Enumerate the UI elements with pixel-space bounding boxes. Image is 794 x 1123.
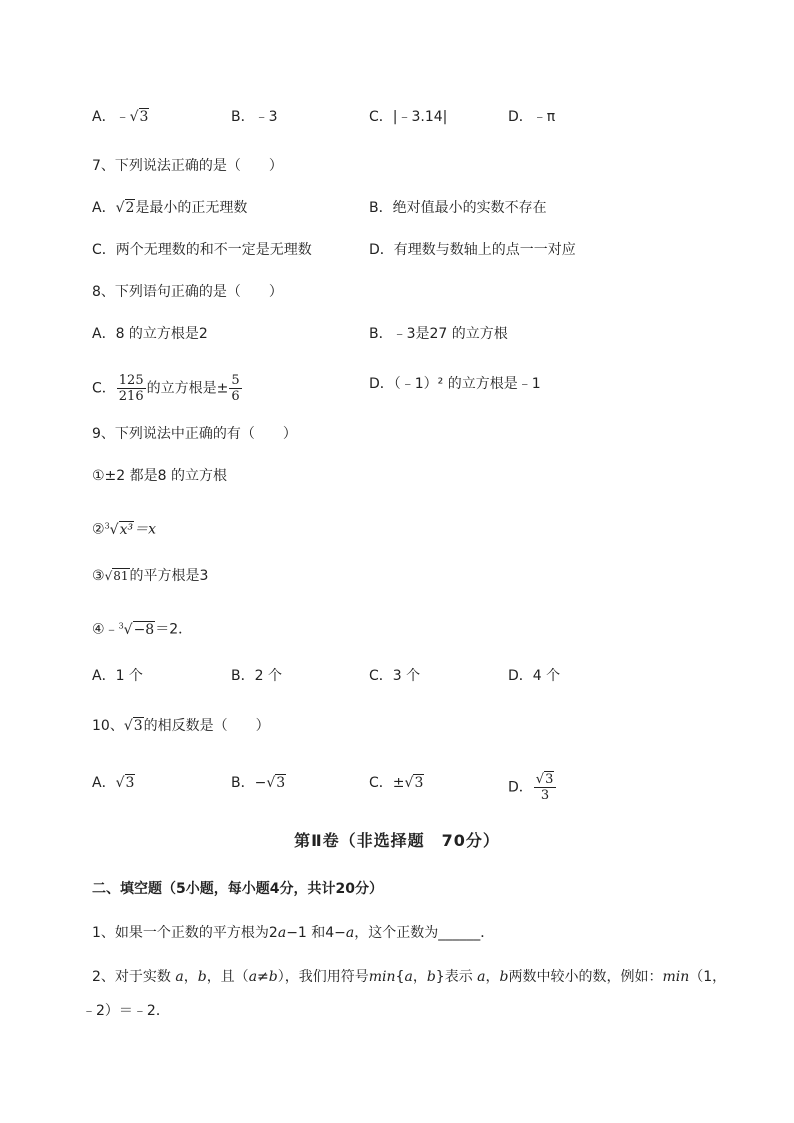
q8-options-cd xyxy=(92,373,734,404)
q9-statement-3: ③√81的平方根是3 xyxy=(92,568,209,584)
sqrt-symbol: √3 xyxy=(535,772,554,787)
q7-option-c: C．两个无理数的和不一定是无理数 xyxy=(92,242,312,258)
cube-root-symbol: $^3$√−8 xyxy=(118,621,155,638)
q7-option-b: B．绝对值最小的实数不存在 xyxy=(369,200,547,216)
q8-option-c: C． $\frac{125}{216}$ 的立方根是± $\frac{5}{6}$ xyxy=(92,373,240,404)
fraction: $\frac{125}{216}$ xyxy=(118,373,144,404)
q10-options xyxy=(92,772,734,803)
q6-option-d: D．﹣π xyxy=(508,109,556,125)
q6-option-a: A．﹣√3 xyxy=(92,109,149,125)
q6-option-b: B．﹣3 xyxy=(231,109,278,125)
sqrt-symbol: √2 xyxy=(115,200,135,216)
fill-question-1: 1、如果一个正数的平方根为2a−1 和4−a，这个正数为______． xyxy=(92,925,495,941)
q10-option-d: D． $\frac{√3}{3}$ xyxy=(508,772,557,803)
q9-stem: 9、下列说法中正确的有（ ） xyxy=(92,426,297,442)
q10-option-a: A．√3 xyxy=(92,775,135,791)
q7-option-a: A．√2是最小的正无理数 xyxy=(92,200,248,216)
sqrt-symbol: √3 xyxy=(115,775,135,791)
q7-options-ab xyxy=(92,197,734,219)
fraction: $\frac{√3}{3}$ xyxy=(534,772,557,803)
q9-option-d: D．4 个 xyxy=(508,668,561,684)
sqrt-symbol: √3 xyxy=(266,775,286,791)
q8-options-ab xyxy=(92,323,734,345)
fill-question-2: 2、对于实数 a，b，且（a≠b），我们用符号min{a，b}表示 a，b两数中较小的数，例如：min（1， ﹣2）＝﹣2． xyxy=(82,969,727,1019)
q9-options xyxy=(92,665,734,687)
q7-option-d: D．有理数与数轴上的点一一对应 xyxy=(369,242,576,258)
cube-root-symbol: $^3$√x³ xyxy=(104,521,134,538)
q9-option-c: C．3 个 xyxy=(369,668,421,684)
q9-option-a: A．1 个 xyxy=(92,668,143,684)
sqrt-symbol: √3 xyxy=(123,718,143,734)
q7-options-cd xyxy=(92,239,734,261)
sqrt-symbol: √3 xyxy=(129,109,149,125)
fraction: $\frac{5}{6}$ xyxy=(231,373,240,404)
q10-option-c: C．±√3 xyxy=(369,775,424,791)
q6-option-c: C．|﹣3.14| xyxy=(369,109,448,125)
q10-option-b: B．−√3 xyxy=(231,775,286,791)
sqrt-symbol: √3 xyxy=(404,775,424,791)
q9-statement-1: ①±2 都是8 的立方根 xyxy=(92,468,227,484)
q8-stem: 8、下列语句正确的是（ ） xyxy=(92,284,283,300)
part-two-title: 第Ⅱ卷（非选择题 70分） xyxy=(294,831,500,850)
q8-option-b: B．﹣3是27 的立方根 xyxy=(369,326,508,342)
q6-options xyxy=(92,106,734,128)
q8-option-d: D．（﹣1）² 的立方根是﹣1 xyxy=(369,376,541,392)
q9-statement-4: ④﹣$^3$√−8＝2． xyxy=(92,621,193,638)
q7-stem: 7、下列说法正确的是（ ） xyxy=(92,158,283,174)
sqrt-symbol: √81 xyxy=(104,569,129,583)
q9-option-b: B．2 个 xyxy=(231,668,282,684)
q9-statement-2: ②$^3$√x³＝x xyxy=(92,521,156,538)
q10-stem: 10、√3的相反数是（ ） xyxy=(92,718,270,734)
q8-option-a: A．8 的立方根是2 xyxy=(92,326,208,342)
fill-blank-section-heading: 二、填空题（5小题，每小题4分，共计20分） xyxy=(92,881,383,897)
